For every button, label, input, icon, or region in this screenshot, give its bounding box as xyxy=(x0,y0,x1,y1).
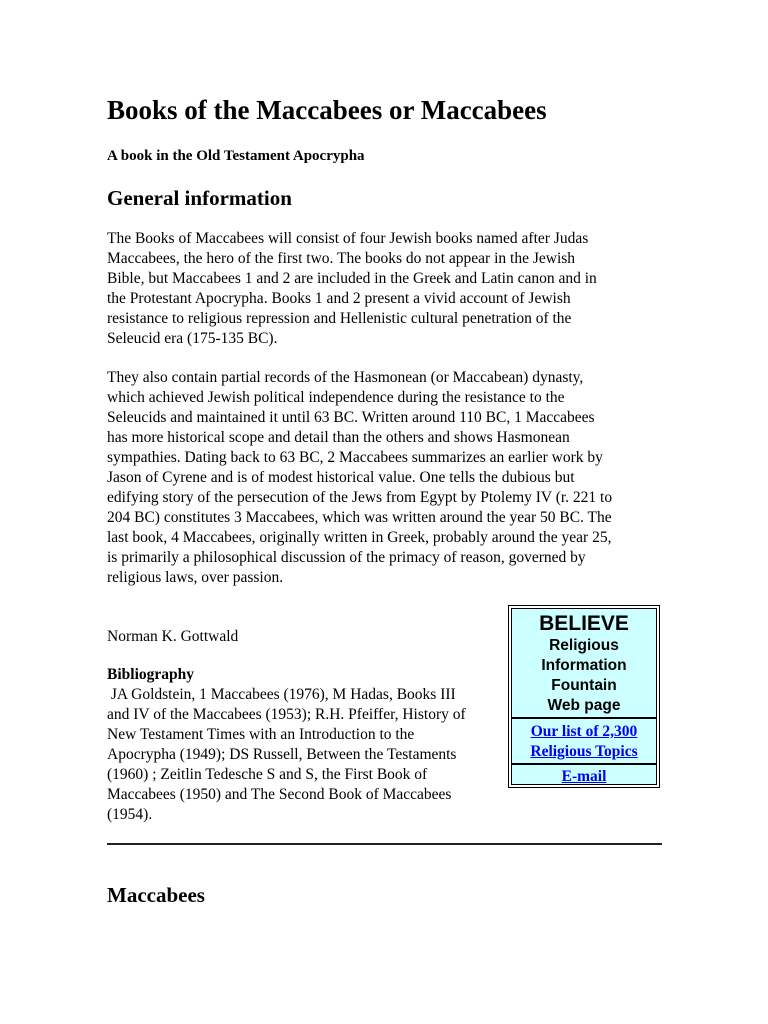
text-line: sympathies. Dating back to 63 BC, 2 Maccabees summarizes an earlier work by xyxy=(107,449,603,466)
text-line: New Testament Times with an Introduction to the xyxy=(107,726,415,743)
text-line: religious laws, over passion. xyxy=(107,569,284,586)
text-line: Jason of Cyrene and is of modest historical value. One tells the dubious but xyxy=(107,469,575,486)
believe-subtitle-line: Religious xyxy=(549,637,619,654)
believe-sidebar-box xyxy=(508,605,660,788)
text-line: Maccabees, the hero of the first two. The books do not appear in the Jewish xyxy=(107,250,576,267)
text-line: Seleucid era (175-135 BC). xyxy=(107,330,278,347)
text-line: is primarily a philosophical discussion of the primacy of reason, governed by xyxy=(107,549,586,566)
text-line: has more historical scope and detail than the others and shows Hasmonean xyxy=(107,429,570,446)
section-heading-general-information: General information xyxy=(107,186,292,210)
email-link[interactable]: E-mail xyxy=(561,768,607,785)
page-title: Books of the Maccabees or Maccabees xyxy=(107,95,547,125)
page-subtitle: A book in the Old Testament Apocrypha xyxy=(107,148,365,164)
paragraph-history xyxy=(107,368,612,588)
text-line: resistance to religious repression and Hellenistic cultural penetration of the xyxy=(107,310,572,327)
religious-topics-link-line[interactable]: Religious Topics xyxy=(530,743,638,760)
text-line: They also contain partial records of the Hasmonean (or Maccabean) dynasty, xyxy=(107,369,584,386)
text-line: edifying story of the persecution of the Jews from Egypt by Ptolemy IV (r. 221 to xyxy=(107,489,613,506)
text-line: (1954). xyxy=(107,806,153,823)
text-line: 204 BC) constitutes 3 Maccabees, which was written around the year 50 BC. The xyxy=(107,509,612,526)
text-line: which achieved Jewish political independence during the resistance to the xyxy=(107,389,565,406)
religious-topics-link[interactable] xyxy=(512,722,656,762)
believe-subtitle-line: Fountain xyxy=(551,677,617,694)
believe-subtitle-line: Web page xyxy=(547,697,621,714)
text-line: Bible, but Maccabees 1 and 2 are included in the Greek and Latin canon and in xyxy=(107,270,597,287)
text-line: and IV of the Maccabees (1953); R.H. Pfeiffer, History of xyxy=(107,706,466,723)
text-line: the Protestant Apocrypha. Books 1 and 2 present a vivid account of Jewish xyxy=(107,290,571,307)
horizontal-divider xyxy=(107,843,662,845)
believe-subtitle-line: Information xyxy=(541,657,627,674)
section-heading-maccabees: Maccabees xyxy=(107,883,205,907)
religious-topics-cell xyxy=(512,721,656,765)
text-line: JA Goldstein, 1 Maccabees (1976), M Hadas, Books III xyxy=(107,686,456,703)
text-line: The Books of Maccabees will consist of four Jewish books named after Judas xyxy=(107,230,589,247)
text-line: Seleucids and maintained it until 63 BC. Written around 110 BC, 1 Maccabees xyxy=(107,409,595,426)
believe-sidebar-inner xyxy=(511,608,657,785)
text-line: Apocrypha (1949); DS Russell, Between the Testaments xyxy=(107,746,457,763)
religious-topics-link-line[interactable]: Our list of 2,300 xyxy=(530,723,638,740)
bibliography-text xyxy=(107,685,466,825)
email-cell xyxy=(512,767,656,788)
believe-banner xyxy=(512,609,656,719)
text-line: last book, 4 Maccabees, originally written in Greek, probably around the year 25, xyxy=(107,529,612,546)
text-line: (1960) ; Zeitlin Tedesche S and S, the First Book of xyxy=(107,766,428,783)
believe-title: BELIEVE xyxy=(539,612,629,635)
bibliography-heading: Bibliography xyxy=(107,666,194,683)
text-line: Maccabees (1950) and The Second Book of Maccabees xyxy=(107,786,452,803)
author-name: Norman K. Gottwald xyxy=(107,628,239,645)
paragraph-intro xyxy=(107,229,597,349)
